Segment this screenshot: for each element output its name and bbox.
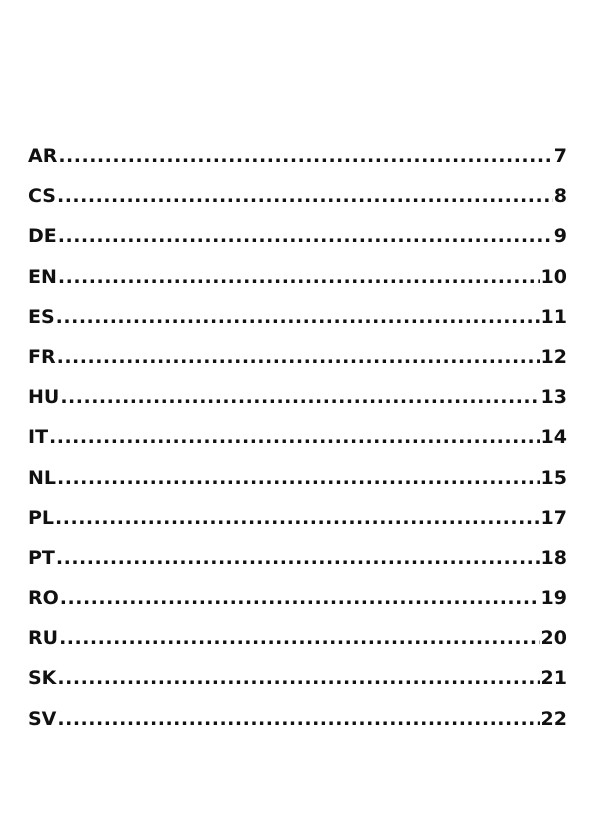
dot-leader bbox=[56, 538, 540, 578]
toc-page-number: 8 bbox=[553, 185, 567, 208]
toc-page-number: 13 bbox=[540, 386, 567, 409]
toc-page-number: 12 bbox=[540, 345, 567, 368]
toc-page-number: 22 bbox=[540, 707, 567, 730]
dot-leader bbox=[58, 257, 540, 297]
toc-page-number: 15 bbox=[540, 466, 567, 489]
dot-leader bbox=[60, 377, 539, 417]
toc-page-number: 18 bbox=[540, 546, 567, 569]
toc-language-code: CS bbox=[28, 185, 56, 208]
toc-language-code: DE bbox=[28, 225, 57, 248]
toc-language-code: EN bbox=[28, 265, 57, 288]
toc-entry-hu[interactable] bbox=[28, 377, 567, 417]
toc-entry-ro[interactable] bbox=[28, 578, 567, 618]
toc-page-number: 14 bbox=[540, 426, 567, 449]
toc-language-code: NL bbox=[28, 466, 57, 489]
toc-page-number: 9 bbox=[553, 225, 567, 248]
toc-entry-es[interactable] bbox=[28, 297, 567, 337]
dot-leader bbox=[57, 458, 540, 498]
dot-leader bbox=[57, 658, 539, 698]
dot-leader bbox=[58, 216, 553, 256]
toc-language-code: SV bbox=[28, 707, 57, 730]
toc-page-number: 19 bbox=[540, 587, 567, 610]
toc-entry-ar[interactable] bbox=[28, 136, 567, 176]
dot-leader bbox=[58, 136, 552, 176]
table-of-contents bbox=[28, 136, 567, 739]
dot-leader bbox=[59, 618, 539, 658]
toc-page-number: 21 bbox=[540, 667, 567, 690]
toc-language-code: PT bbox=[28, 546, 55, 569]
toc-page-number: 10 bbox=[540, 265, 567, 288]
toc-entry-ru[interactable] bbox=[28, 618, 567, 658]
toc-language-code: HU bbox=[28, 386, 60, 409]
toc-language-code: RU bbox=[28, 627, 59, 650]
toc-language-code: AR bbox=[28, 145, 58, 167]
toc-language-code: IT bbox=[28, 426, 49, 449]
dot-leader bbox=[49, 417, 540, 457]
dot-leader bbox=[57, 176, 553, 216]
toc-entry-cs[interactable] bbox=[28, 176, 567, 216]
toc-page-number: 7 bbox=[553, 145, 567, 167]
toc-entry-pl[interactable] bbox=[28, 498, 567, 538]
dot-leader bbox=[60, 578, 540, 618]
toc-entry-en[interactable] bbox=[28, 257, 567, 297]
toc-language-code: RO bbox=[28, 587, 59, 610]
toc-page-number: 20 bbox=[540, 627, 567, 650]
toc-entry-sk[interactable] bbox=[28, 658, 567, 698]
toc-page-number: 17 bbox=[540, 506, 567, 529]
toc-language-code: ES bbox=[28, 305, 55, 328]
toc-language-code: PL bbox=[28, 506, 55, 529]
dot-leader bbox=[56, 297, 540, 337]
toc-entry-pt[interactable] bbox=[28, 538, 567, 578]
toc-entry-fr[interactable] bbox=[28, 337, 567, 377]
toc-language-code: SK bbox=[28, 667, 57, 690]
dot-leader bbox=[57, 699, 539, 739]
toc-entry-it[interactable] bbox=[28, 417, 567, 457]
toc-language-code: FR bbox=[28, 345, 56, 368]
dot-leader bbox=[55, 498, 540, 538]
toc-entry-de[interactable] bbox=[28, 216, 567, 256]
toc-page-number: 11 bbox=[540, 305, 567, 328]
toc-entry-nl[interactable] bbox=[28, 458, 567, 498]
dot-leader bbox=[57, 337, 540, 377]
toc-entry-sv[interactable] bbox=[28, 699, 567, 739]
